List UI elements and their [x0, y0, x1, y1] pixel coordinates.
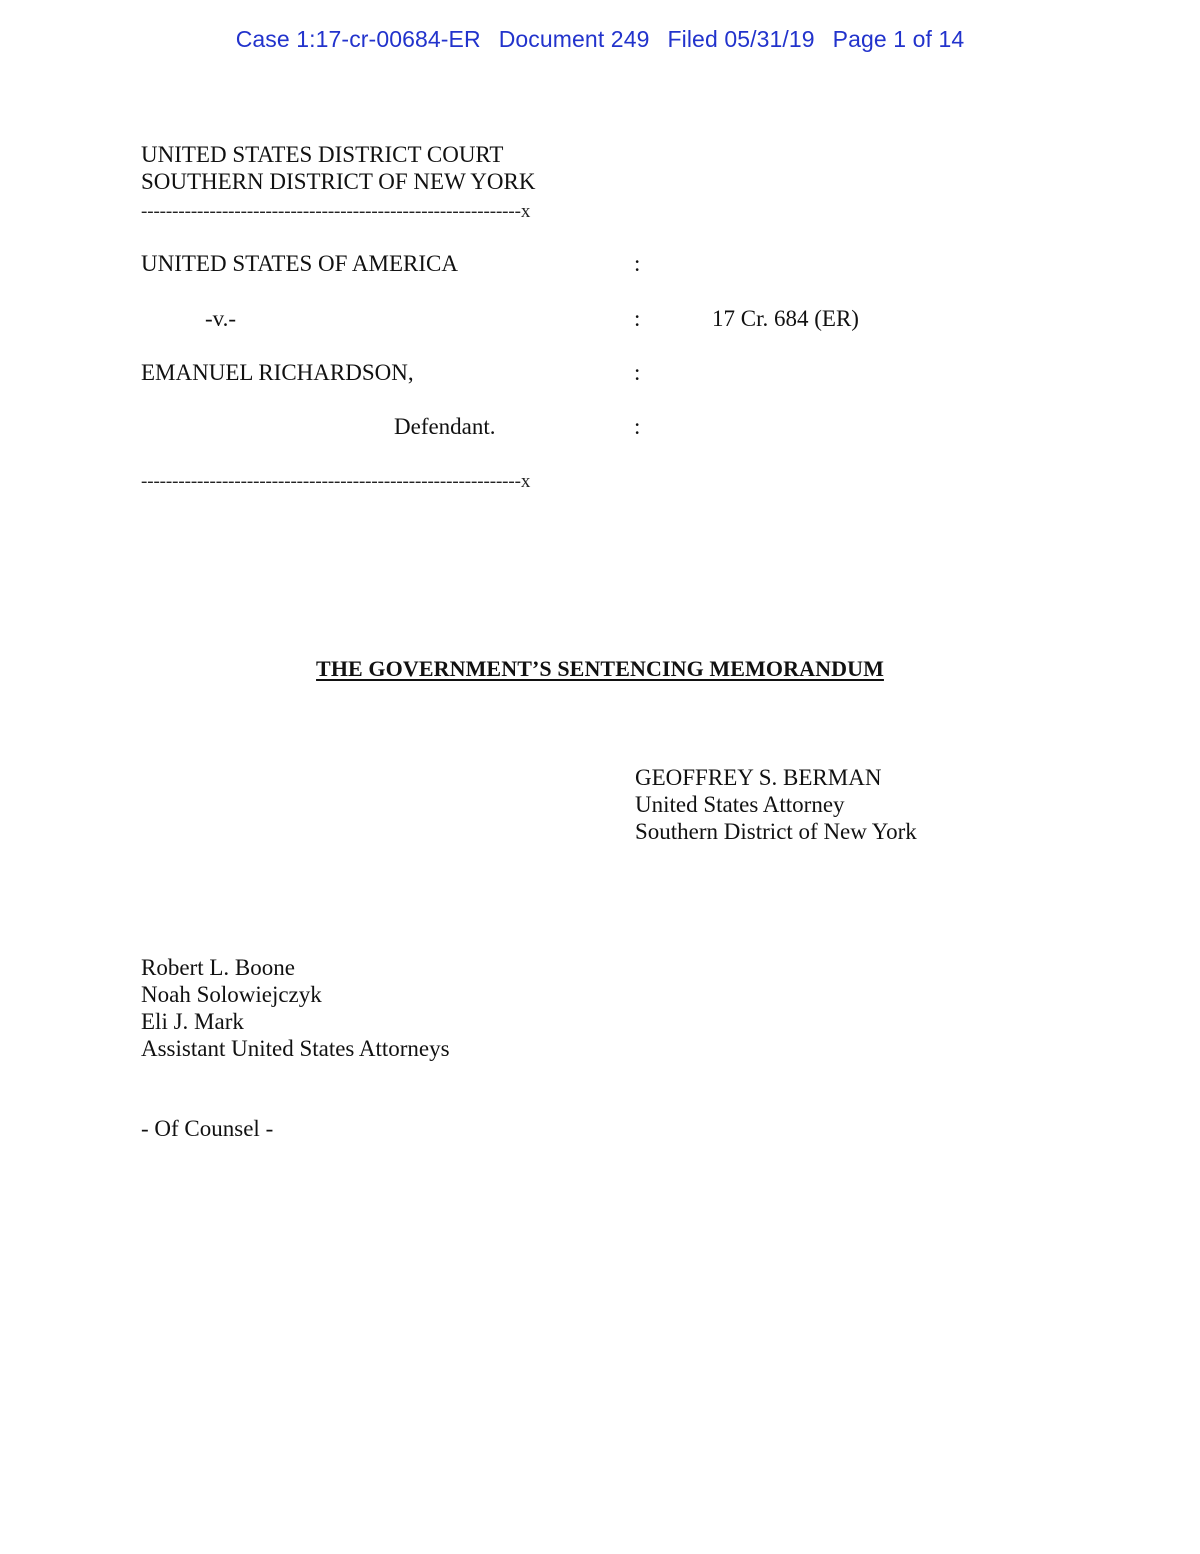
caption-colon: :	[634, 251, 641, 276]
caption-colon: :	[634, 414, 641, 439]
versus-label: -v.-	[205, 306, 237, 331]
case-docket-number: 17 Cr. 684 (ER)	[712, 306, 859, 331]
us-attorney-district: Southern District of New York	[635, 819, 917, 844]
document-title: THE GOVERNMENT’S SENTENCING MEMORANDUM	[316, 656, 884, 681]
filed-date-stamp: Filed 05/31/19	[667, 26, 815, 52]
caption-rule-bottom: -------------------------------------------------------------x	[141, 471, 531, 492]
court-name: UNITED STATES DISTRICT COURT	[141, 142, 504, 167]
caption-colon: :	[634, 306, 641, 331]
ecf-header-stamp	[0, 26, 1200, 53]
case-number-stamp: Case 1:17-cr-00684-ER	[235, 26, 481, 52]
counsel-role: Assistant United States Attorneys	[141, 1036, 450, 1061]
us-attorney-title: United States Attorney	[635, 792, 845, 817]
document-number-stamp: Document 249	[498, 26, 650, 52]
defendant-name: EMANUEL RICHARDSON,	[141, 360, 414, 385]
defendant-label: Defendant.	[394, 414, 496, 439]
us-attorney-name: GEOFFREY S. BERMAN	[635, 765, 882, 790]
plaintiff-name: UNITED STATES OF AMERICA	[141, 251, 458, 276]
page-number-stamp: Page 1 of 14	[832, 26, 965, 52]
caption-rule-top: -------------------------------------------------------------x	[141, 201, 531, 222]
counsel-name: Eli J. Mark	[141, 1009, 244, 1034]
of-counsel-label: - Of Counsel -	[141, 1116, 274, 1141]
counsel-name: Robert L. Boone	[141, 955, 295, 980]
caption-colon: :	[634, 360, 641, 385]
counsel-name: Noah Solowiejczyk	[141, 982, 322, 1007]
court-district: SOUTHERN DISTRICT OF NEW YORK	[141, 169, 536, 194]
